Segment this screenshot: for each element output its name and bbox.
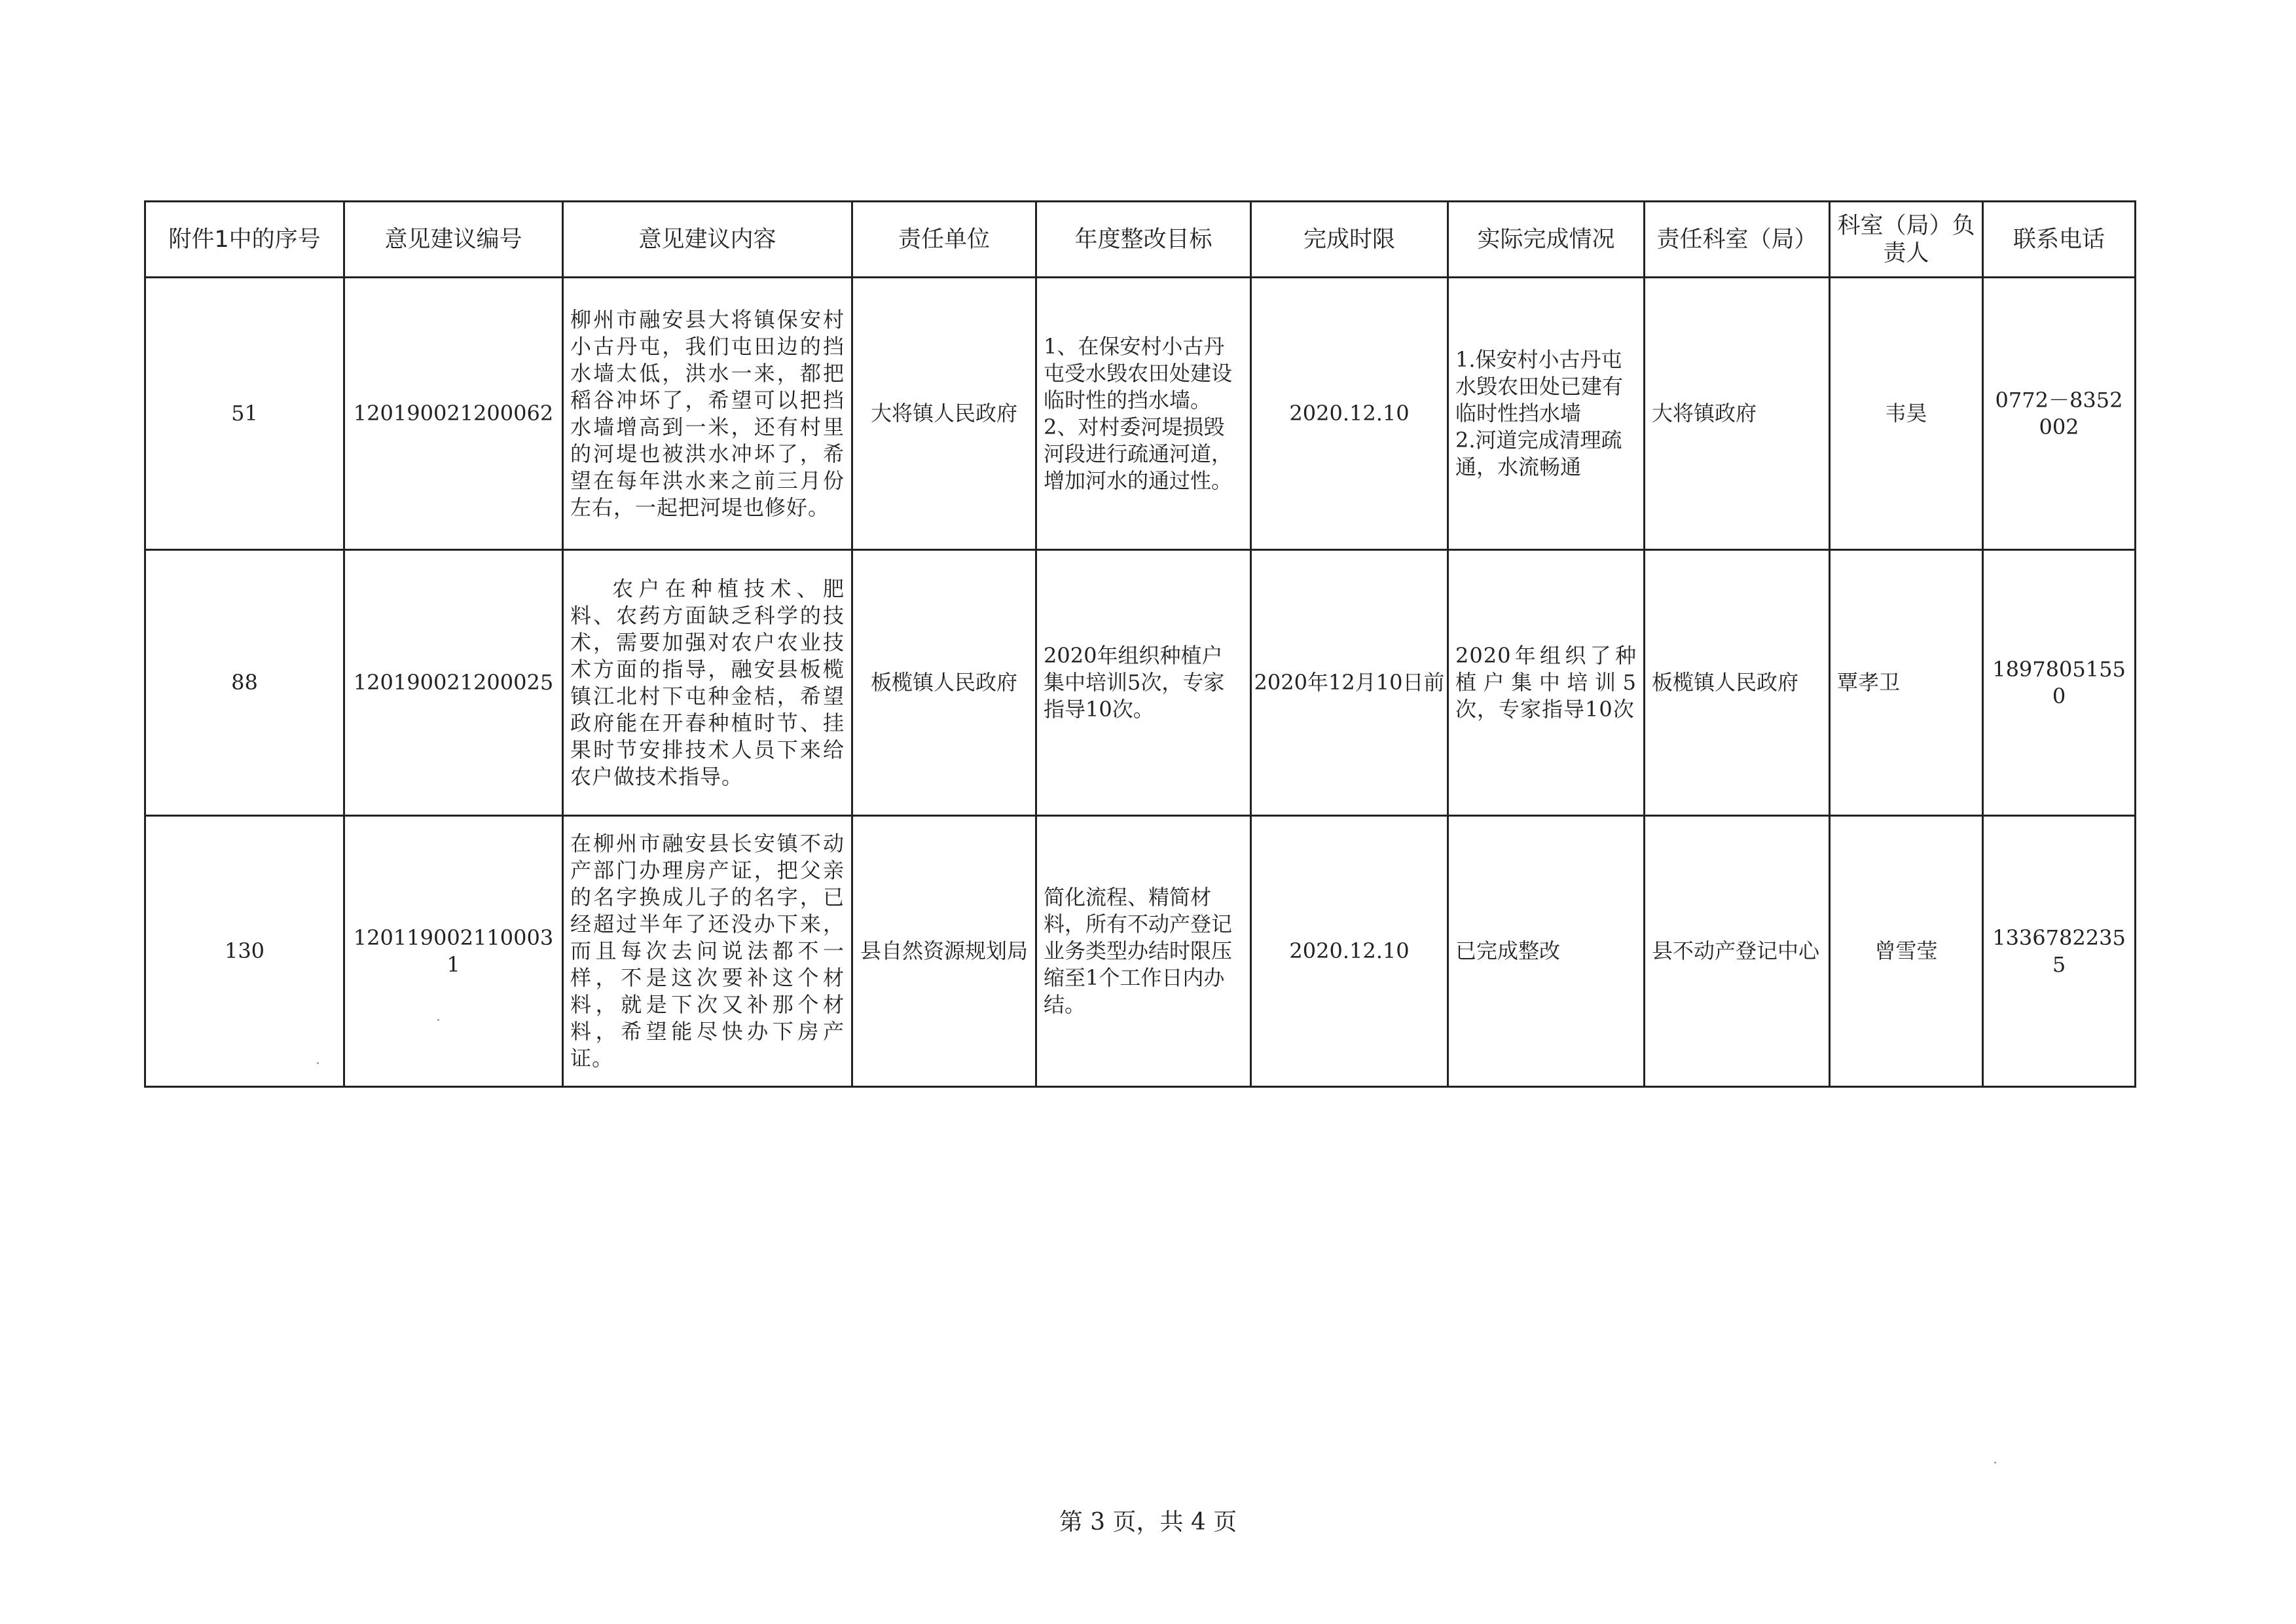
cell-actual: 2020年组织了种植户集中培训5次，专家指导10次 — [1448, 550, 1645, 816]
scan-speck — [1994, 1462, 1996, 1464]
cell-office: 板榄镇人民政府 — [1645, 550, 1830, 816]
cell-office: 县不动产登记中心 — [1645, 816, 1830, 1087]
header-content: 意见建议内容 — [563, 202, 852, 278]
cell-deadline: 2020.12.10 — [1251, 816, 1448, 1087]
scan-speck — [437, 1019, 439, 1021]
page-number: 第 3 页，共 4 页 — [1059, 1509, 1237, 1536]
cell-code: 1201190021100031 — [344, 816, 563, 1087]
table-row — [145, 550, 2136, 816]
cell-content: 农户在种植技术、肥料、农药方面缺乏科学的技术，需要加强对农户农业技术方面的指导，融安县板榄镇江北村下屯种金桔，希望政府能在开春种植时节、挂果时节安排技术人员下来给农户做技术指导。 — [563, 550, 852, 816]
cell-office: 大将镇政府 — [1645, 278, 1830, 550]
cell-code: 120190021200062 — [344, 278, 563, 550]
header-row — [145, 202, 2136, 278]
cell-phone: 18978051550 — [1983, 550, 2136, 816]
header-code: 意见建议编号 — [344, 202, 563, 278]
cell-phone: 13367822355 — [1983, 816, 2136, 1087]
cell-seq: 88 — [145, 550, 344, 816]
header-actual: 实际完成情况 — [1448, 202, 1645, 278]
header-person: 科室（局）负责人 — [1830, 202, 1983, 278]
cell-content: 柳州市融安县大将镇保安村小古丹屯，我们屯田边的挡水墙太低，洪水一来，都把稻谷冲坏了，希望可以把挡水墙增高到一米，还有村里的河堤也被洪水冲坏了，希望在每年洪水来之前三月份左右，一起把河堤也修好。 — [563, 278, 852, 550]
header-phone: 联系电话 — [1983, 202, 2136, 278]
cell-unit: 板榄镇人民政府 — [852, 550, 1036, 816]
header-unit: 责任单位 — [852, 202, 1036, 278]
cell-deadline: 2020年12月10日前 — [1251, 550, 1448, 816]
header-seq: 附件1中的序号 — [145, 202, 344, 278]
cell-phone: 0772－8352002 — [1983, 278, 2136, 550]
cell-actual: 1.保安村小古丹屯水毁农田处已建有临时性挡水墙 2.河道完成清理疏通，水流畅通 — [1448, 278, 1645, 550]
rectification-table — [144, 200, 2136, 1088]
cell-person: 覃孝卫 — [1830, 550, 1983, 816]
cell-person: 韦昊 — [1830, 278, 1983, 550]
table-row — [145, 278, 2136, 550]
cell-actual: 已完成整改 — [1448, 816, 1645, 1087]
cell-target: 简化流程、精简材料，所有不动产登记业务类型办结时限压缩至1个工作日内办结。 — [1036, 816, 1251, 1087]
cell-target: 2020年组织种植户集中培训5次，专家指导10次。 — [1036, 550, 1251, 816]
cell-person: 曾雪莹 — [1830, 816, 1983, 1087]
cell-target: 1、在保安村小古丹屯受水毁农田处建设临时性的挡水墙。 2、对村委河堤损毁河段进行疏通河道，增加河水的通过性。 — [1036, 278, 1251, 550]
cell-unit: 大将镇人民政府 — [852, 278, 1036, 550]
header-office: 责任科室（局） — [1645, 202, 1830, 278]
cell-content: 在柳州市融安县长安镇不动产部门办理房产证，把父亲的名字换成儿子的名字，已经超过半年了还没办下来，而且每次去问说法都不一样，不是这次要补这个材料，就是下次又补那个材料，希望能尽快办下房产证。 — [563, 816, 852, 1087]
scan-speck — [317, 1062, 319, 1064]
header-target: 年度整改目标 — [1036, 202, 1251, 278]
cell-deadline: 2020.12.10 — [1251, 278, 1448, 550]
cell-seq: 51 — [145, 278, 344, 550]
cell-code: 120190021200025 — [344, 550, 563, 816]
cell-seq: 130 — [145, 816, 344, 1087]
header-deadline: 完成时限 — [1251, 202, 1448, 278]
cell-unit: 县自然资源规划局 — [852, 816, 1036, 1087]
table-row — [145, 816, 2136, 1087]
